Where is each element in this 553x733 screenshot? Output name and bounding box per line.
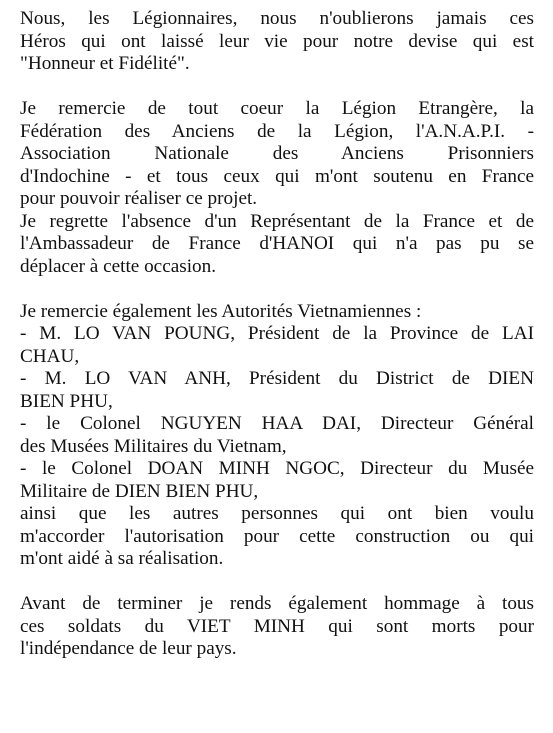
text-line: déplacer à cette occasion. bbox=[20, 255, 217, 277]
text-line: - le Colonel NGUYEN HAA DAI, Directeur Général bbox=[20, 413, 534, 434]
text-line: Association Nationale des Anciens Prisonniers bbox=[20, 143, 534, 164]
paragraph-thanks-authorities bbox=[20, 301, 534, 571]
text-line: m'accorder l'autorisation pour cette construction ou qui bbox=[20, 525, 534, 547]
text-line: d'Indochine - et tous ceux qui m'ont soutenu en France bbox=[20, 165, 534, 187]
paragraph-homage bbox=[20, 593, 534, 661]
text-line: pour pouvoir réaliser ce projet. bbox=[20, 188, 258, 209]
text-line: l'Ambassadeur de France d'HANOI qui n'a pas pu se bbox=[20, 233, 534, 254]
text-line: - M. LO VAN POUNG, Président de la Province de LAI bbox=[20, 323, 534, 344]
text-line: Fédération des Anciens de la Légion, l'A.N.A.P.I. - bbox=[20, 120, 534, 142]
text-line: "Honneur et Fidélité". bbox=[20, 53, 190, 74]
text-line: des Musées Militaires du Vietnam, bbox=[20, 435, 287, 457]
paragraph-spacer bbox=[20, 76, 534, 99]
text-line: - M. LO VAN ANH, Président du District de DIEN bbox=[20, 368, 534, 389]
text-line: - le Colonel DOAN MINH NGOC, Directeur du Musée bbox=[20, 458, 534, 479]
text-line: Je remercie de tout coeur la Légion Etrangère, la bbox=[20, 98, 534, 119]
text-line: Nous, les Légionnaires, nous n'oublierons jamais ces bbox=[20, 8, 534, 29]
text-line: Héros qui ont laissé leur vie pour notre devise qui est bbox=[20, 30, 534, 52]
text-line: ainsi que les autres personnes qui ont bien voulu bbox=[20, 503, 534, 524]
paragraph-spacer bbox=[20, 571, 534, 594]
paragraph-tribute bbox=[20, 8, 534, 76]
text-line: Je regrette l'absence d'un Représentant de la France et de bbox=[20, 210, 534, 232]
paragraph-thanks-legion bbox=[20, 98, 534, 278]
text-line: Militaire de DIEN BIEN PHU, bbox=[20, 480, 259, 502]
text-line: Avant de terminer je rends également hommage à tous bbox=[20, 593, 534, 614]
text-line: BIEN PHU, bbox=[20, 390, 113, 412]
text-line: ces soldats du VIET MINH qui sont morts pour bbox=[20, 615, 534, 637]
paragraph-spacer bbox=[20, 278, 534, 301]
text-line: m'ont aidé à sa réalisation. bbox=[20, 548, 224, 569]
text-line: CHAU, bbox=[20, 345, 80, 367]
text-line: l'indépendance de leur pays. bbox=[20, 638, 237, 659]
text-line: Je remercie également les Autorités Vietnamiennes : bbox=[20, 300, 422, 322]
document-page bbox=[20, 8, 534, 661]
